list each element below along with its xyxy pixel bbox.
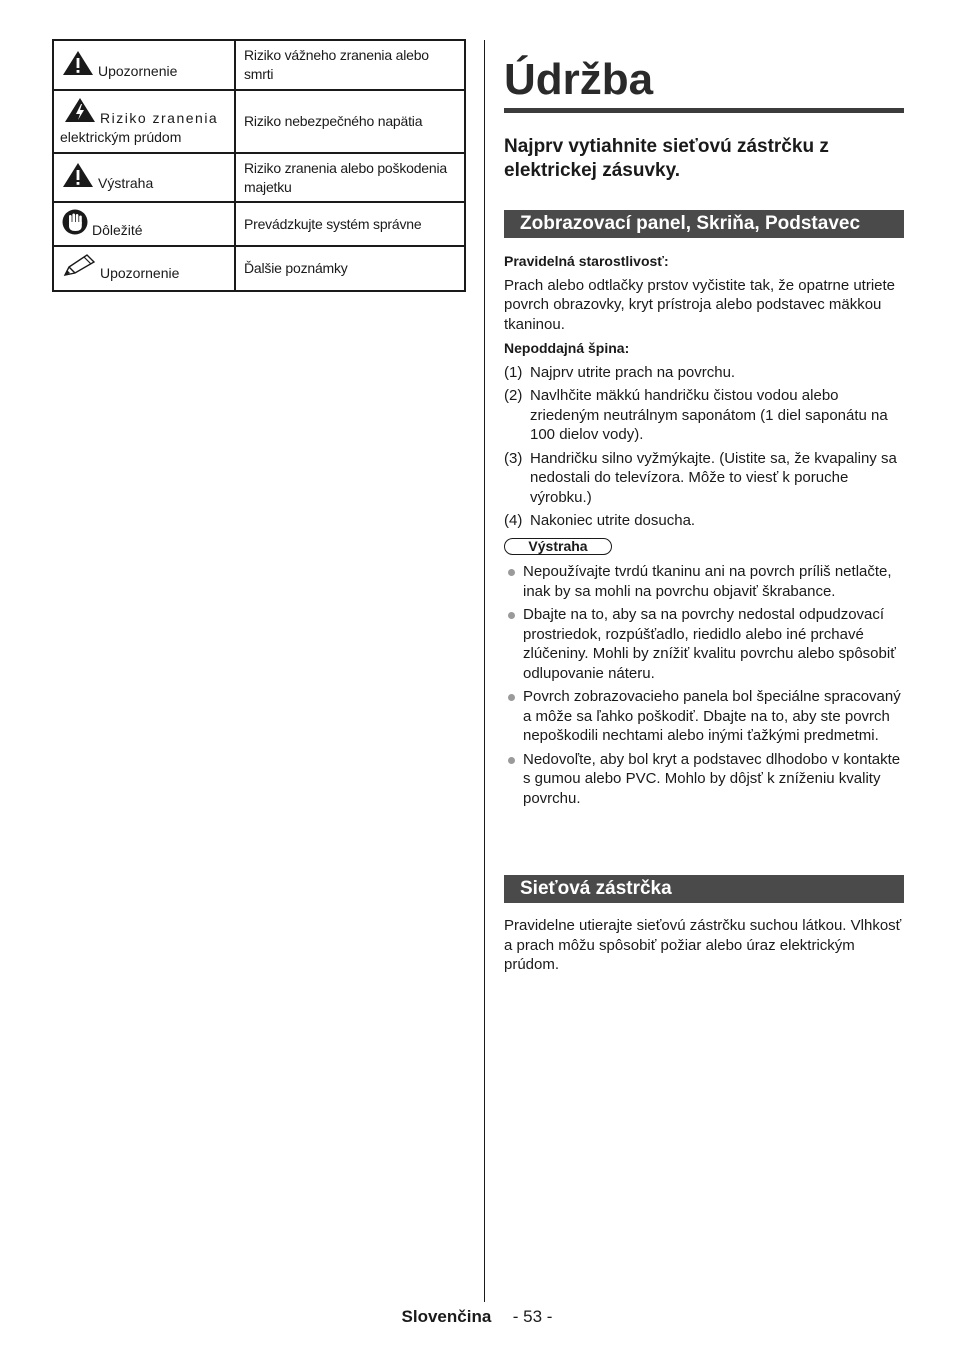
caution-text: Nepoužívajte tvrdú tkaninu ani na povrch príliš netlačte, inak by sa mohli na povrchu objaviť škrabance. bbox=[523, 563, 892, 600]
symbol-row bbox=[53, 246, 465, 291]
symbol-cell bbox=[53, 246, 235, 291]
plug-text: Pravidelne utierajte sieťovú zástrčku suchou látkou. Vlhkosť a prach môžu spôsobiť požiar alebo úraz elektrickým prúdom. bbox=[504, 917, 902, 973]
symbol-cell bbox=[53, 90, 235, 153]
symbol-label: Riziko zranenia bbox=[100, 109, 219, 126]
page-number: - 53 - bbox=[512, 1307, 553, 1326]
symbol-label-line2: elektrickým prúdom bbox=[60, 128, 182, 145]
list-item bbox=[504, 363, 904, 383]
bullet-dot bbox=[508, 694, 515, 701]
step-text: Handričku silno vyžmýkajte. (Uistite sa, že kvapaliny sa nedostali do televízora. Môže to viesť k poruche výrobku.) bbox=[530, 449, 897, 506]
symbol-row bbox=[53, 202, 465, 246]
symbol-cell bbox=[53, 202, 235, 246]
symbol-label: Upozornenie bbox=[98, 62, 178, 79]
section-heading-plug: Sieťová zástrčka bbox=[504, 875, 904, 903]
step-text: Najprv utrite prach na povrchu. bbox=[530, 363, 736, 381]
symbol-description: Riziko zranenia alebo poškodenia majetku bbox=[235, 153, 465, 202]
symbol-row bbox=[53, 90, 465, 153]
page-footer bbox=[0, 1306, 954, 1328]
bullet-dot bbox=[508, 757, 515, 764]
caution-list bbox=[504, 562, 904, 808]
lead-instruction: Najprv vytiahnite sieťovú zástrčku z elektrickej zásuvky. bbox=[504, 136, 829, 181]
list-item bbox=[504, 511, 904, 531]
warning-triangle-icon bbox=[62, 50, 94, 81]
column-divider bbox=[484, 40, 485, 1302]
section-heading-panel: Zobrazovací panel, Skriňa, Podstavec bbox=[504, 210, 904, 238]
caution-text: Nedovoľte, aby bol kryt a podstavec dlhodobo v kontakte s gumou alebo PVC. Mohlo by dôjsť k zníženiu kvality povrchu. bbox=[523, 750, 901, 807]
list-item bbox=[504, 449, 904, 508]
symbol-cell bbox=[53, 153, 235, 202]
caution-text: Dbajte na to, aby sa na povrchy nedostal odpudzovací prostriedok, rozpúšťadlo, riedidlo alebo iné prchavé zlúčeniny. Mohli by znížiť kvalitu povrchu alebo spôsobiť odlupovanie náteru. bbox=[523, 606, 896, 682]
symbols-table bbox=[52, 39, 466, 292]
list-item bbox=[504, 605, 904, 683]
cleaning-steps bbox=[504, 363, 904, 531]
electric-shock-icon bbox=[64, 97, 96, 128]
step-number: (1) bbox=[504, 363, 523, 381]
symbol-row bbox=[53, 153, 465, 202]
step-text: Nakoniec utrite dosucha. bbox=[530, 512, 696, 529]
list-item bbox=[504, 687, 904, 746]
section-panel-body bbox=[504, 252, 904, 812]
symbol-description: Riziko vážneho zranenia alebo smrti bbox=[235, 40, 465, 90]
step-number: (4) bbox=[504, 512, 523, 529]
caution-text: Povrch zobrazovacieho panela bol špeciálne spracovaný a môže sa ľahko poškodiť. Dbajte na to, aby ste povrch nepoškodili nechtami alebo inými ťažkými predmetmi. bbox=[523, 688, 901, 744]
bullet-dot bbox=[508, 569, 515, 576]
important-hand-icon bbox=[62, 209, 88, 240]
symbol-description: Riziko nebezpečného napätia bbox=[235, 90, 465, 153]
symbol-label: Dôležité bbox=[92, 221, 143, 238]
regular-care-text: Prach alebo odtlačky prstov vyčistite tak, že opatrne utriete povrch obrazovky, kryt prístroja alebo podstavec mäkkou tkaninou. bbox=[504, 276, 896, 333]
symbol-label: Upozornenie bbox=[100, 265, 180, 281]
list-item bbox=[504, 562, 904, 601]
footer-language: Slovenčina bbox=[401, 1307, 492, 1326]
symbol-cell bbox=[53, 40, 235, 90]
step-number: (2) bbox=[504, 387, 523, 404]
title-rule bbox=[504, 108, 904, 113]
pencil-note-icon bbox=[62, 254, 96, 283]
symbol-label: Výstraha bbox=[98, 175, 154, 191]
list-item bbox=[504, 750, 904, 809]
warning-triangle-icon bbox=[62, 162, 94, 193]
step-number: (3) bbox=[504, 449, 523, 467]
bullet-dot bbox=[508, 612, 515, 619]
regular-care-heading: Pravidelná starostlivosť: bbox=[504, 253, 669, 269]
stubborn-dirt-heading: Nepoddajná špina: bbox=[504, 340, 630, 356]
section-plug-body bbox=[504, 916, 904, 975]
caution-badge: Výstraha bbox=[504, 538, 612, 555]
step-text: Navlhčite mäkkú handričku čistou vodou alebo zriedeným neutrálnym saponátom (1 diel saponátu na 100 dielov vody). bbox=[530, 387, 888, 443]
page-title: Údržba bbox=[504, 55, 654, 104]
list-item bbox=[504, 386, 904, 445]
symbol-description: Ďalšie poznámky bbox=[235, 246, 465, 291]
symbol-description: Prevádzkujte systém správne bbox=[235, 202, 465, 246]
symbol-row bbox=[53, 40, 465, 90]
